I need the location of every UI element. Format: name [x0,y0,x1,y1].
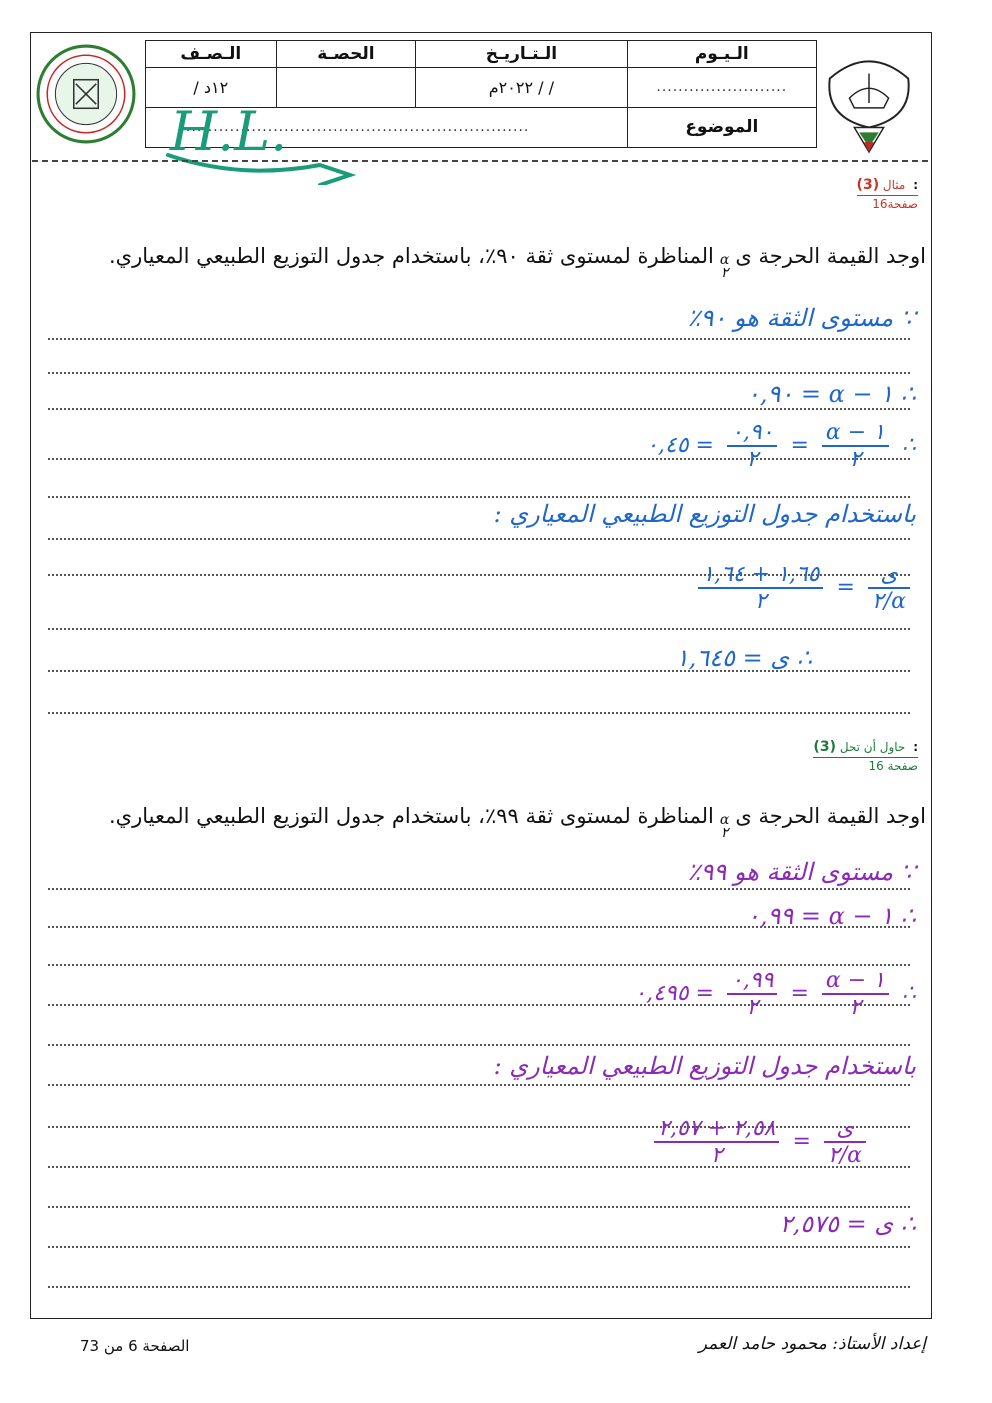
subject-label: الموضوع [627,107,816,147]
try-step-3: ∴ $\frac{١ - \alpha}{٢}$ = $\frac{٠,٩٩}{٢}$ = ٠,٤٩٥ [634,968,916,1020]
alpha-over-two: α ٢ [719,812,730,841]
date-label: الـتـاريـخ [415,41,626,67]
example-question: اوجد القيمة الحرجة ى α ٢ المناظرة لمستوى ثقة ٩٠٪، باستخدام جدول التوزيع الطبيعي المعياري. [108,244,926,281]
alpha-over-two: α ٢ [719,252,730,281]
svg-text:H.L.: H.L. [170,100,288,163]
day-value[interactable]: ........................ [627,67,816,107]
example-step-2: ∴ ١ − α = ٠,٩٠ [746,380,916,408]
subject-value[interactable]: ............................................................... [186,119,530,135]
school-logo-icon [35,43,137,145]
ruled-line [48,372,910,374]
try-step-5: $\frac{\text{ى}}{\alpha/٢}$ = $\frac{٢,٥٨ + ٢,٥٧}{٢}$ [648,1116,872,1168]
try-step-4: باستخدام جدول التوزيع الطبيعي المعياري : [493,1052,916,1080]
example-step-6: ∴ ى = ١,٦٤٥ [675,644,812,672]
example-step-5: $\frac{\text{ى}}{\alpha/٢}$ = $\frac{١,٦٥ + ١,٦٤}{٢}$ [692,562,916,614]
ruled-line [48,1246,910,1248]
ruled-line [48,888,910,890]
try-question: اوجد القيمة الحرجة ى α ٢ المناظرة لمستوى ثقة ٩٩٪، باستخدام جدول التوزيع الطبيعي المعياري. [108,804,926,841]
ruled-line [48,1286,910,1288]
class-value[interactable]: ١٢د / [193,77,229,97]
ruled-line [48,712,910,714]
try-step-1: ∵ مستوى الثقة هو ٩٩٪ [687,858,916,886]
ruled-line [48,338,910,340]
try-page-ref: صفحة 16 [813,757,918,774]
ruled-line [48,408,910,410]
example-step-1: ∵ مستوى الثقة هو ٩٠٪ [687,304,916,332]
ruled-line [48,538,910,540]
try-step-2: ∴ ١ − α = ٠,٩٩ [746,902,916,930]
try-step-6: ∴ ى = ٢,٥٧٥ [779,1210,916,1238]
example-tag: : مثال (3) صفحة16 [856,177,918,211]
kuwait-emblem-icon [820,48,918,158]
page-number: الصفحة 6 من 73 [80,1337,190,1355]
example-step-4: باستخدام جدول التوزيع الطبيعي المعياري : [493,500,916,528]
example-page-ref: صفحة16 [857,195,918,212]
ruled-line [48,1084,910,1086]
ruled-line [48,1206,910,1208]
ruled-line [48,628,910,630]
author-credit: إعداد الأستاذ: محمود حامد العمر [698,1334,926,1354]
date-value[interactable]: / / ٢٠٢٢م [415,67,626,107]
header-separator [32,160,928,162]
example-step-3: ∴ $\frac{١ - \alpha}{٢}$ = $\frac{٠,٩٠}{٢}$ = ٠,٤٥ [646,420,916,472]
class-label: الـصـف [180,44,242,64]
day-label: الـيـوم [627,41,816,67]
handwritten-initials [160,95,360,185]
try-tag: : حاول أن تحل (3) صفحة 16 [813,739,918,773]
ruled-line [48,1044,910,1046]
ruled-line [48,496,910,498]
ruled-line [48,964,910,966]
period-label: الحصـة [276,41,416,67]
